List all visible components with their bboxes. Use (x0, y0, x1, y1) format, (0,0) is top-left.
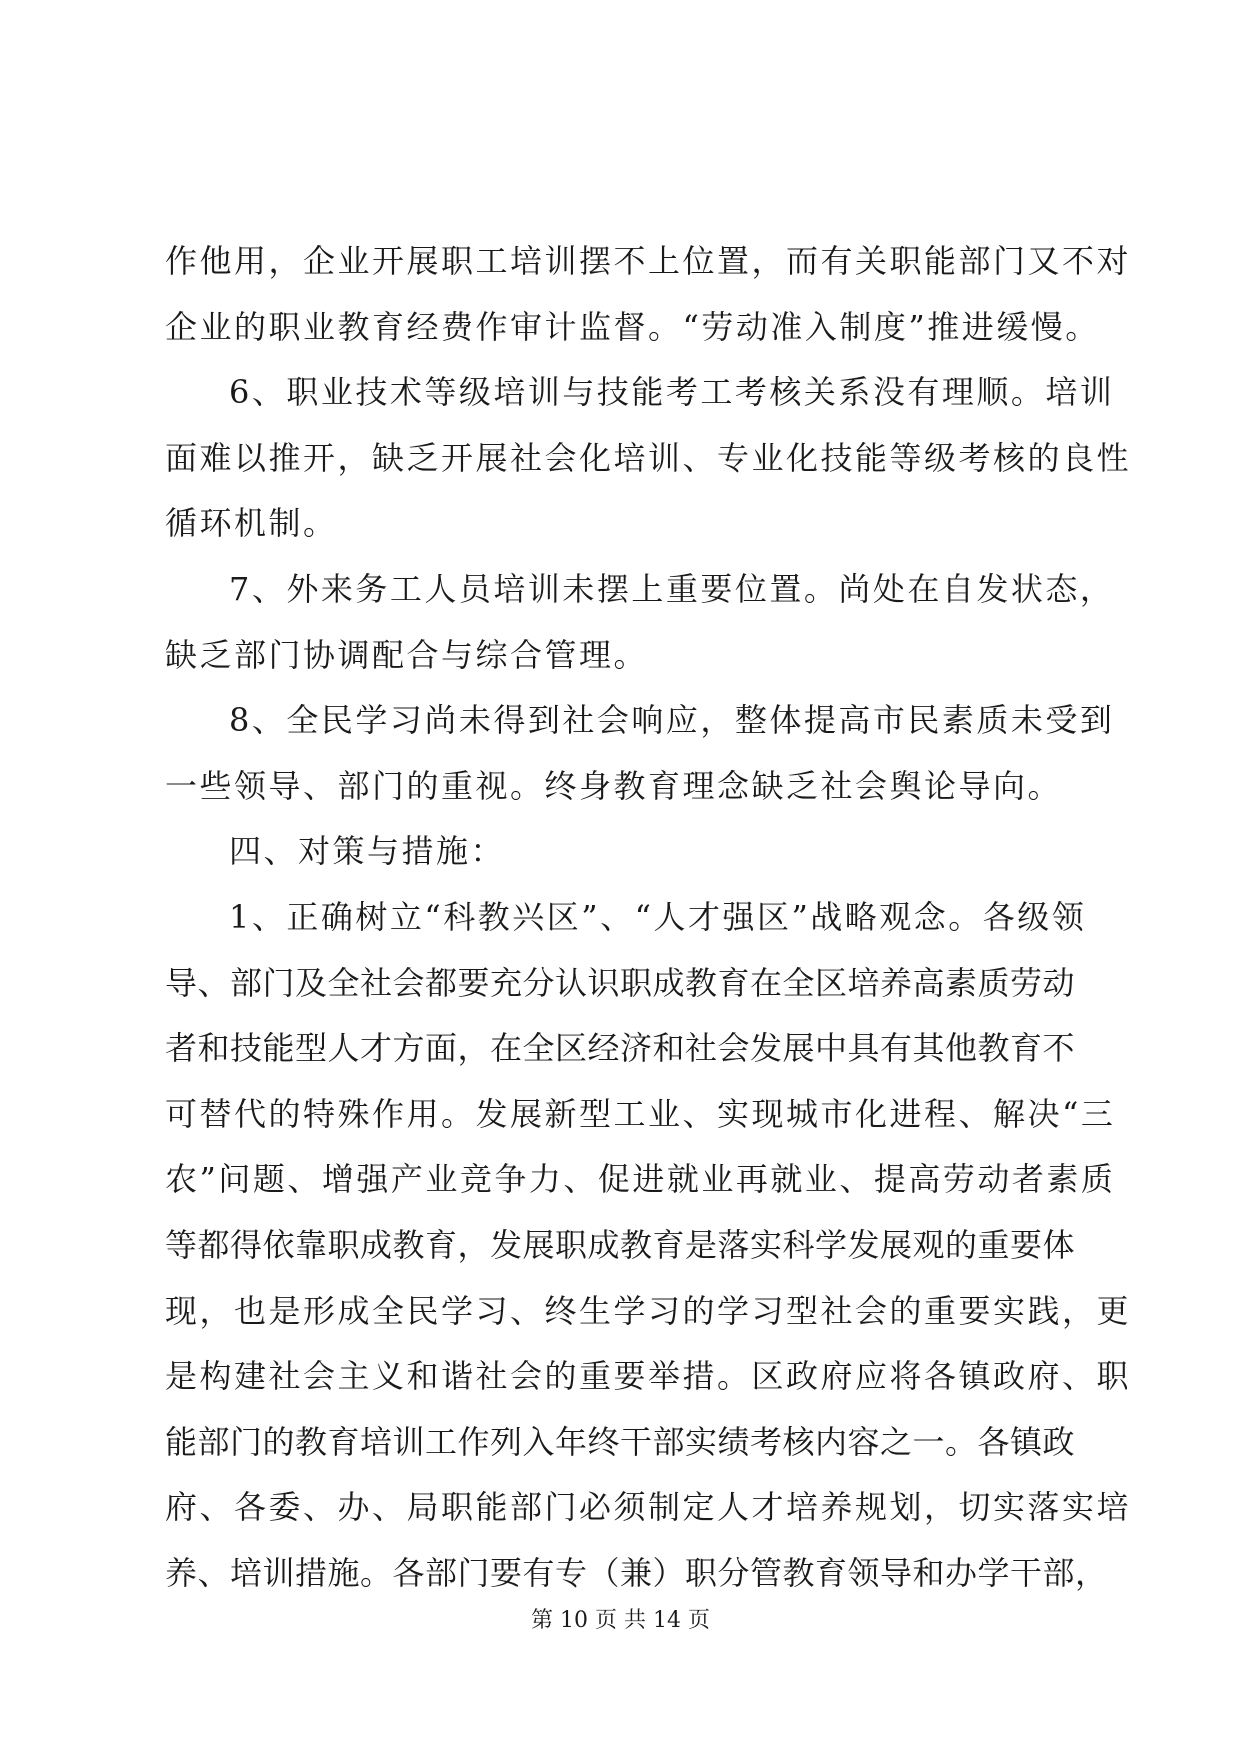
page-number-footer: 第 10 页 共 14 页 (531, 1608, 710, 1633)
text-line: 养、培训措施。各部门要有专（兼）职分管教育领导和办学干部， (165, 1553, 1108, 1592)
text-line: 农”问题、增强产业竞争力、促进就业再就业、提高劳动者素质 (165, 1160, 1116, 1199)
text-line: 是构建社会主义和谐社会的重要举措。区政府应将各镇政府、职 (165, 1357, 1132, 1396)
text-line: 8、全民学习尚未得到社会响应，整体提高市民素质未受到 (229, 701, 1115, 740)
text-line: 府、各委、办、局职能部门必须制定人才培养规划，切实落实培 (165, 1488, 1132, 1527)
text-line: 7、外来务工人员培训未摆上重要位置。尚处在自发状态， (229, 569, 1115, 608)
text-line: 1、正确树立“科教兴区”、“人才强区”战略观念。各级领 (229, 897, 1087, 936)
text-line: 缺乏部门协调配合与综合管理。 (165, 635, 649, 674)
section-heading: 四、对策与措施： (229, 832, 506, 871)
text-line: 等都得依靠职成教育，发展职成教育是落实科学发展观的重要体 (165, 1225, 1076, 1264)
text-line: 现，也是形成全民学习、终生学习的学习型社会的重要实践，更 (165, 1291, 1132, 1330)
text-line: 面难以推开，缺乏开展社会化培训、专业化技能等级考核的良性 (165, 438, 1132, 477)
text-line: 循环机制。 (165, 504, 338, 543)
text-line: 企业的职业教育经费作审计监督。“劳动准入制度”推进缓慢。 (165, 307, 1100, 346)
text-line: 可替代的特殊作用。发展新型工业、实现城市化进程、解决“三 (165, 1094, 1116, 1133)
text-line: 导、部门及全社会都要充分认识职成教育在全区培养高素质劳动 (165, 963, 1076, 1002)
text-line: 一些领导、部门的重视。终身教育理念缺乏社会舆论导向。 (165, 766, 1063, 805)
text-line: 者和技能型人才方面，在全区经济和社会发展中具有其他教育不 (165, 1029, 1076, 1068)
text-line: 能部门的教育培训工作列入年终干部实绩考核内容之一。各镇政 (165, 1422, 1076, 1461)
text-line: 作他用，企业开展职工培训摆不上位置，而有关职能部门又不对 (165, 242, 1132, 280)
document-body (165, 229, 1132, 1606)
text-line: 6、职业技术等级培训与技能考工考核关系没有理顺。培训 (229, 373, 1115, 412)
